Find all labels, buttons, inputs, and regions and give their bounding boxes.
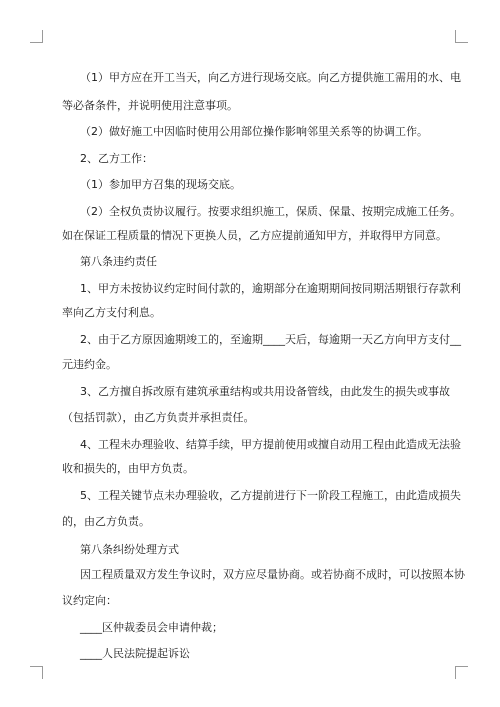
paragraph-line: 率向乙方支付利息。 xyxy=(62,306,161,319)
paragraph-line: ____人民法院提起诉讼 xyxy=(80,647,190,660)
section-heading: 第八条纠纷处理方式 xyxy=(80,543,179,556)
paragraph-line: （2）全权负责协议履行。按要求组织施工，保质、保量、按期完成施工任务。 xyxy=(80,205,461,218)
paragraph-line: （包括罚款），由乙方负责并承担责任。 xyxy=(62,411,255,424)
paragraph-line: 4、工程未办理验收、结算手续，甲方提前使用或擅自动用工程由此造成无法验 xyxy=(80,438,461,451)
paragraph-line: 元违约金。 xyxy=(62,358,117,371)
section-heading: 第八条违约责任 xyxy=(80,255,157,268)
paragraph-line: 5、工程关键节点未办理验收，乙方提前进行下一阶段工程施工，由此造成损失 xyxy=(80,489,461,502)
crop-mark-top-right xyxy=(455,30,468,43)
paragraph-line: 2、由于乙方原因逾期竣工的，至逾期____天后，每逾期一天乙方向甲方支付__ xyxy=(80,333,461,346)
paragraph-line: （1）甲方应在开工当天，向乙方进行现场交底。向乙方提供施工需用的水、电 xyxy=(80,71,461,84)
paragraph-line: 议约定向： xyxy=(62,594,117,607)
paragraph-line: 1、甲方未按协议约定时间付款的，逾期部分在逾期期间按同期活期银行存款利 xyxy=(80,282,461,295)
paragraph-line: 因工程质量双方发生争议时，双方应尽量协商。或若协商不成时，可以按照本协 xyxy=(80,568,465,581)
paragraph-line: （2）做好施工中因临时使用公用部位操作影响邻里关系等的协调工作。 xyxy=(80,125,428,138)
paragraph-line: 等必备条件，并说明使用注意事项。 xyxy=(62,99,238,112)
crop-mark-top-left xyxy=(30,30,43,43)
paragraph-line: ____区仲裁委员会申请仲裁； xyxy=(80,621,223,634)
crop-mark-bottom-right xyxy=(455,666,468,679)
paragraph-line: （1）参加甲方召集的现场交底。 xyxy=(80,178,241,191)
paragraph-line: 收和损失的，由甲方负责。 xyxy=(62,462,194,475)
paragraph-line: 2、乙方工作： xyxy=(80,152,153,165)
paragraph-line: 如在保证工程质量的情况下更换人员，乙方应提前通知甲方，并取得甲方同意。 xyxy=(62,229,447,242)
paragraph-line: 的，由乙方负责。 xyxy=(62,515,150,528)
paragraph-line: 3、乙方擅自拆改原有建筑承重结构或共用设备管线，由此发生的损失或事故 xyxy=(80,385,450,398)
crop-mark-bottom-left xyxy=(30,666,43,679)
